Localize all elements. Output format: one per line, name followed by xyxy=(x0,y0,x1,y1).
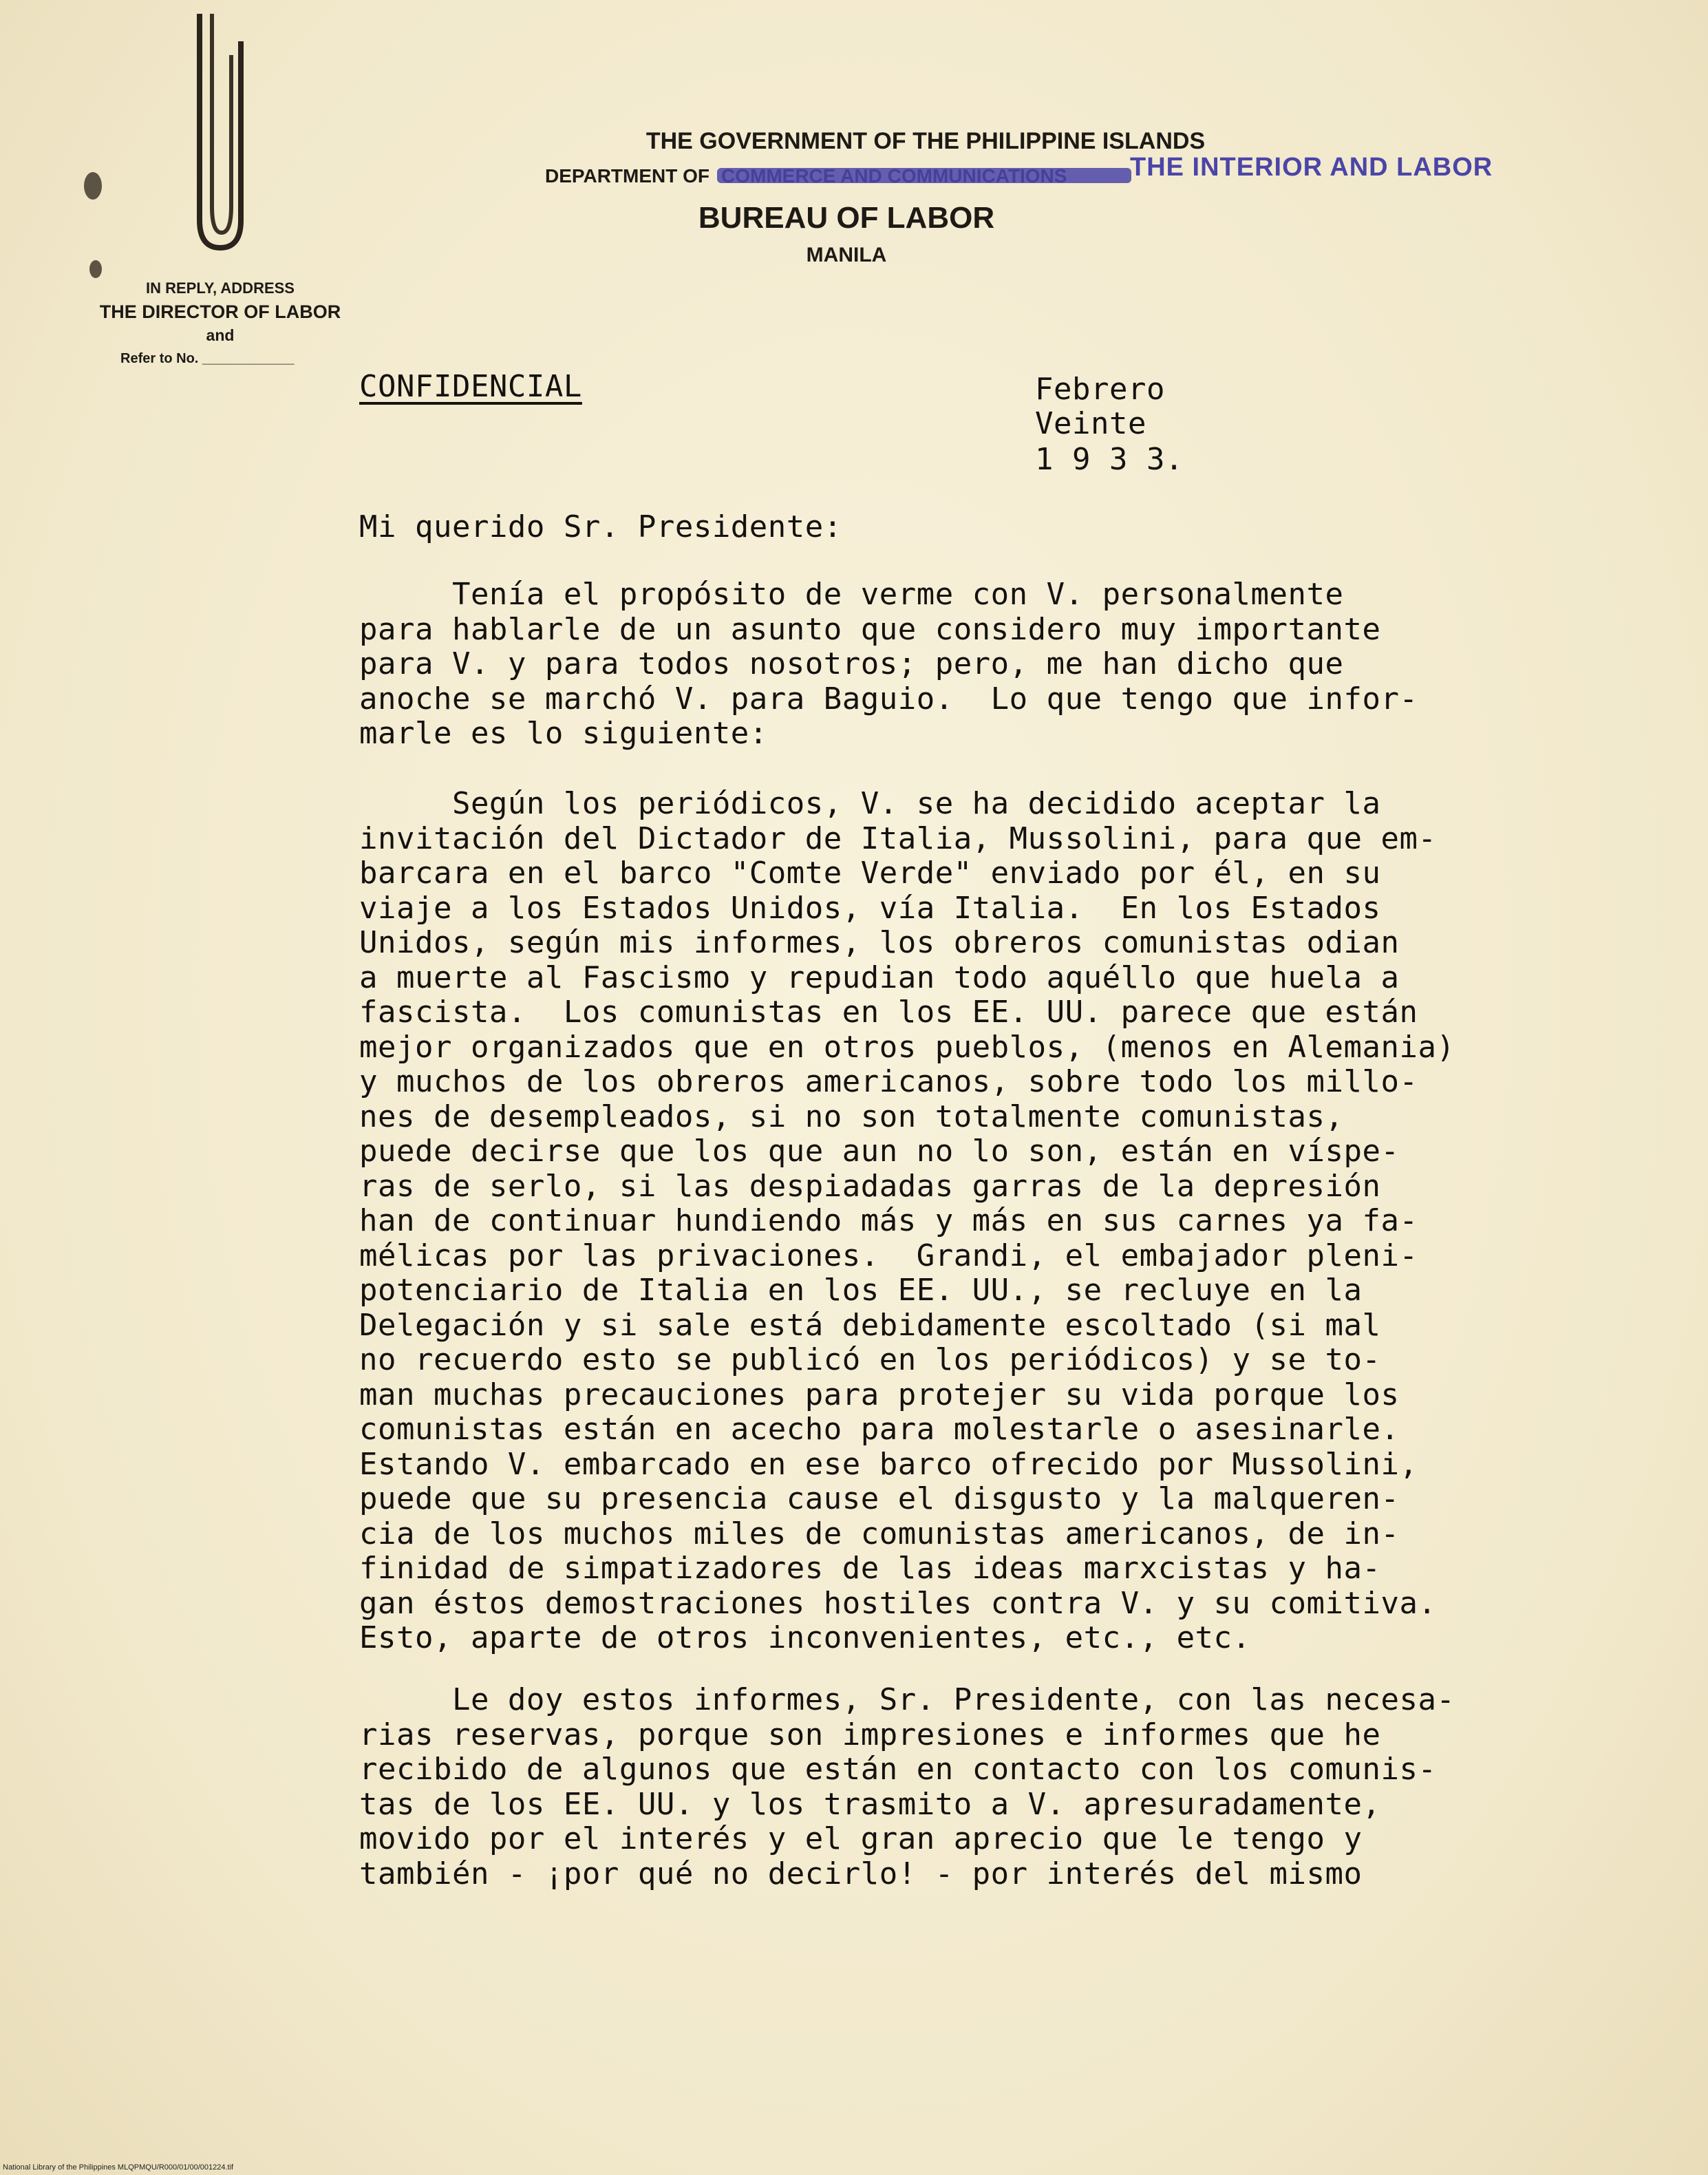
department-stamp: THE INTERIOR AND LABOR xyxy=(1130,153,1493,182)
body-line: Estando V. embarcado en ese barco ofrecido por Mussolini, xyxy=(359,1446,1418,1482)
body-line: invitación del Dictador de Italia, Mussolini, para que em- xyxy=(359,820,1437,856)
body-line: a muerte al Fascismo y repudian todo aquéllo que huela a xyxy=(359,959,1400,995)
date-year: 1 9 3 3. xyxy=(1035,442,1184,477)
salutation: Mi querido Sr. Presidente: xyxy=(359,509,842,544)
strikethrough-mark xyxy=(717,168,1131,183)
body-line: finidad de simpatizadores de las ideas marxcistas y ha- xyxy=(359,1551,1381,1586)
body-line: cia de los muchos miles de comunistas americanos, de in- xyxy=(359,1516,1400,1551)
body-line: nes de desempleados, si no son totalmente comunistas, xyxy=(359,1099,1344,1134)
body-line: recibido de algunos que están en contacto con los comunis- xyxy=(359,1752,1437,1787)
letterhead-city: MANILA xyxy=(806,244,887,266)
body-line: Delegación y si sale está debidamente escoltado (si mal xyxy=(359,1307,1381,1343)
body-line: gan éstos demostraciones hostiles contra V. y su comitiva. xyxy=(359,1585,1437,1621)
body-line: fascista. Los comunistas en los EE. UU. parece que están xyxy=(359,995,1418,1030)
body-line: mélicas por las privaciones. Grandi, el embajador pleni- xyxy=(359,1238,1418,1273)
reply-line: and xyxy=(206,326,235,344)
body-line: mejor organizados que en otros pueblos, (menos en Alemania) xyxy=(359,1029,1455,1065)
ink-smudge xyxy=(84,172,102,200)
letterhead-bureau: BUREAU OF LABOR xyxy=(698,201,995,235)
confidential-heading: CONFIDENCIAL xyxy=(359,369,582,404)
body-line: también - ¡por qué no decirlo! - por interés del mismo xyxy=(359,1856,1363,1891)
body-line: barcara en el barco "Comte Verde" enviado por él, en su xyxy=(359,856,1381,891)
reply-line: THE DIRECTOR OF LABOR xyxy=(99,301,341,322)
body-line: y muchos de los obreros americanos, sobre todo los millo- xyxy=(359,1064,1418,1099)
body-line: Le doy estos informes, Sr. Presidente, con las necesa- xyxy=(359,1682,1455,1717)
body-line: potenciario de Italia en los EE. UU., se recluye en la xyxy=(359,1273,1363,1308)
paper-clip-icon xyxy=(178,14,260,255)
reply-line: IN REPLY, ADDRESS xyxy=(146,279,295,297)
body-line: Tenía el propósito de verme con V. personalmente xyxy=(359,577,1344,612)
body-line: han de continuar hundiendo más y más en sus carnes ya fa- xyxy=(359,1203,1418,1238)
body-line: Unidos, según mis informes, los obreros comunistas odian xyxy=(359,925,1400,960)
date-day: Veinte xyxy=(1035,406,1146,441)
reply-line: Refer to No. ____________ xyxy=(120,351,295,366)
body-line: puede que su presencia cause el disgusto y la malqueren- xyxy=(359,1481,1400,1516)
body-line: ras de serlo, si las despiadadas garras de la depresión xyxy=(359,1168,1381,1204)
body-line: puede decirse que los que aun no lo son, están en víspe- xyxy=(359,1134,1400,1169)
archive-footer: National Library of the Philippines MLQPMQU/R000/01/00/001224.tif xyxy=(3,2163,234,2172)
body-line: Esto, aparte de otros inconvenientes, etc., etc. xyxy=(359,1620,1251,1655)
body-line: movido por el interés y el gran aprecio que le tengo y xyxy=(359,1821,1363,1856)
body-line: man muchas precauciones para protejer su vida porque los xyxy=(359,1377,1400,1412)
ink-smudge xyxy=(89,260,102,278)
body-line: no recuerdo esto se publicó en los periódicos) y se to- xyxy=(359,1342,1381,1377)
letterhead-department-prefix: DEPARTMENT OF xyxy=(545,165,710,187)
body-line: marle es lo siguiente: xyxy=(359,716,768,751)
body-line: rias reservas, porque son impresiones e informes que he xyxy=(359,1717,1381,1752)
body-line: para hablarle de un asunto que considero muy importante xyxy=(359,611,1381,647)
body-line: comunistas están en acecho para molestarle o asesinarle. xyxy=(359,1412,1400,1447)
body-line: tas de los EE. UU. y los trasmito a V. apresuradamente, xyxy=(359,1786,1381,1822)
body-line: viaje a los Estados Unidos, vía Italia. En los Estados xyxy=(359,890,1381,926)
body-line: para V. y para todos nosotros; pero, me han dicho que xyxy=(359,646,1344,681)
date-month: Febrero xyxy=(1035,372,1165,407)
body-line: anoche se marchó V. para Baguio. Lo que tengo que infor- xyxy=(359,681,1418,717)
reply-address-block xyxy=(69,277,372,370)
letterhead-government: THE GOVERNMENT OF THE PHILIPPINE ISLANDS xyxy=(645,128,1206,154)
body-line: Según los periódicos, V. se ha decidido aceptar la xyxy=(359,786,1381,821)
